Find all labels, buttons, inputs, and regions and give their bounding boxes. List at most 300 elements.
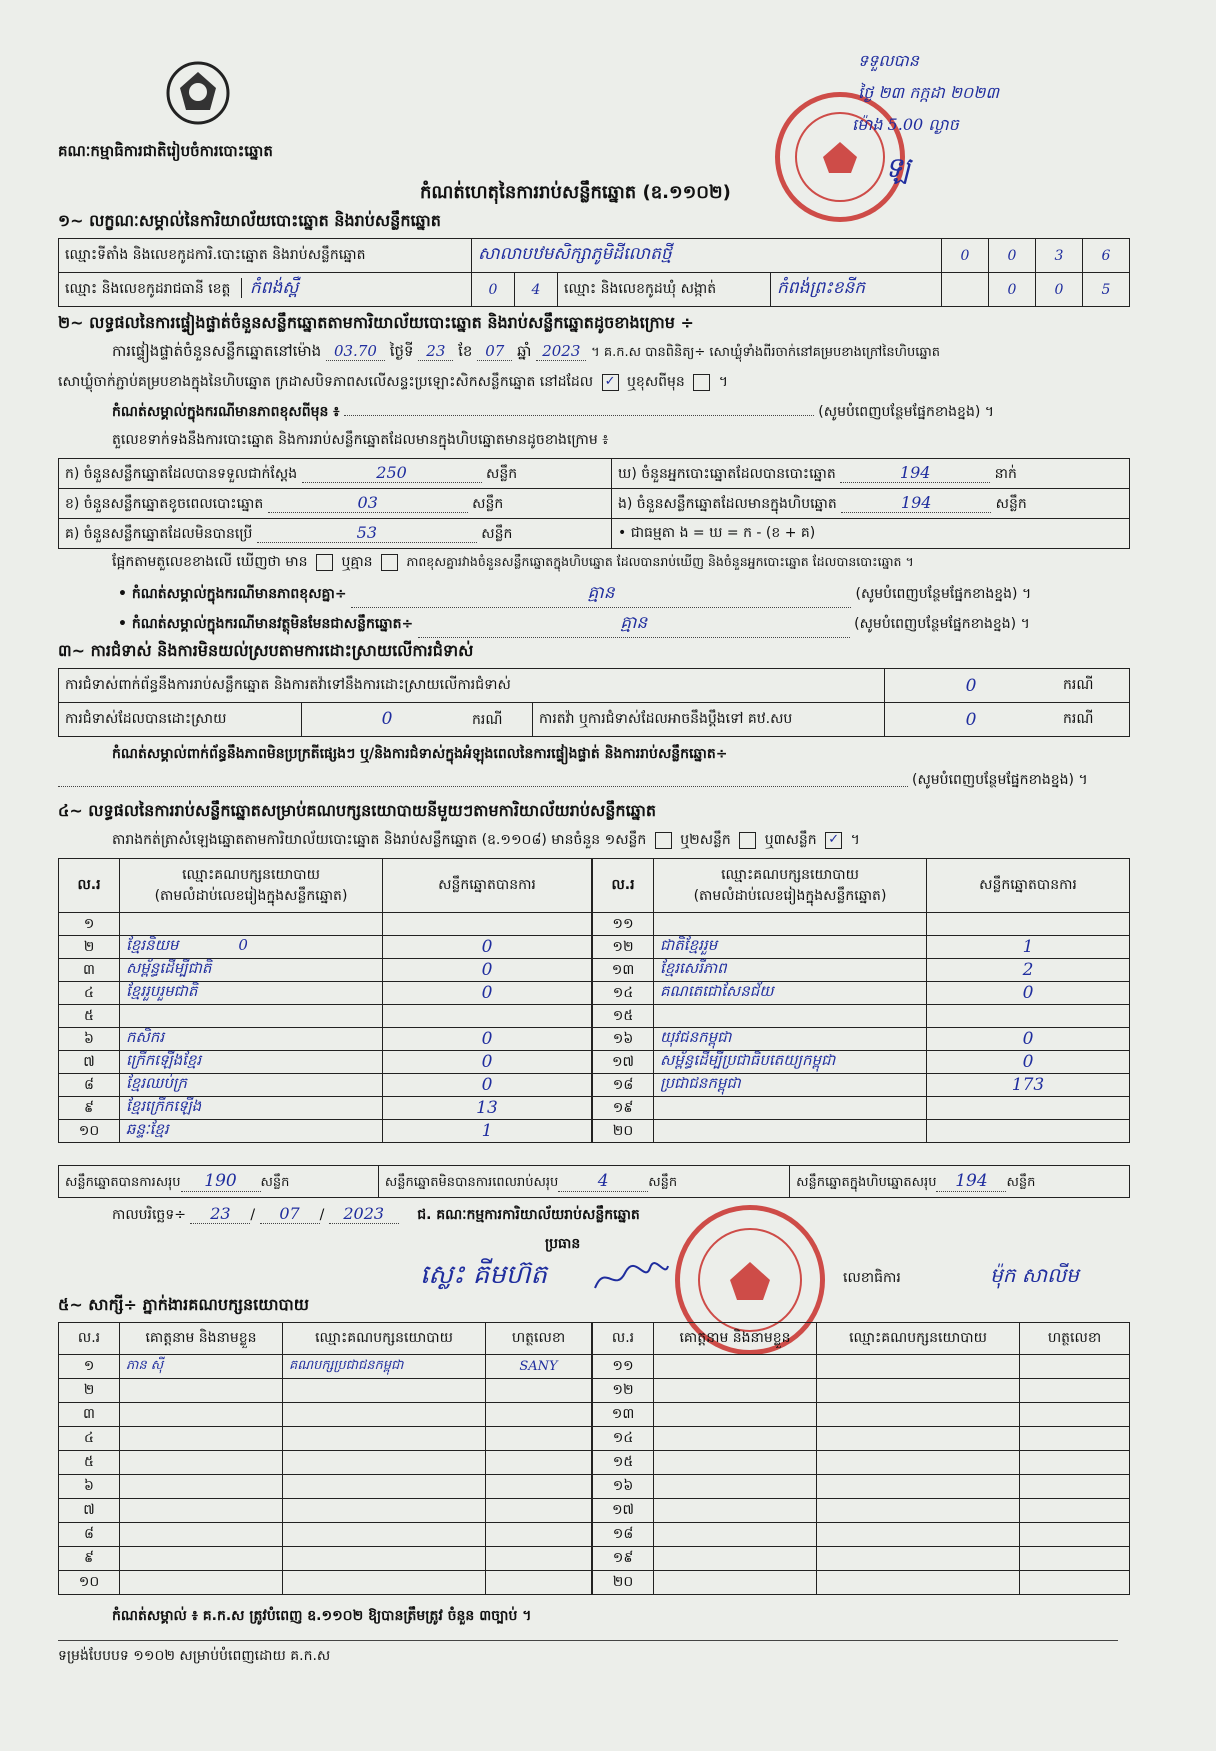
witness-row-sign[interactable] bbox=[486, 1499, 592, 1523]
party-row-votes: 1 bbox=[927, 936, 1130, 959]
party-row-name bbox=[654, 959, 927, 982]
witness-row-sign[interactable] bbox=[486, 1451, 592, 1475]
section3-heading: ៣~ ការជំទាស់ និងការមិនយល់ស្របតាមការដោះស្រាយលើការជំទាស់ bbox=[58, 641, 474, 660]
province-code-2: 4 bbox=[515, 273, 558, 307]
party-row-name bbox=[120, 936, 383, 959]
party-row-no: ២០ bbox=[593, 1120, 654, 1143]
discrepancy-note-value: គ្មាន bbox=[351, 582, 851, 608]
party-row-name bbox=[654, 1005, 927, 1028]
witness-row-party[interactable] bbox=[283, 1427, 486, 1451]
objections-table bbox=[58, 668, 1130, 737]
witness-left-rows bbox=[59, 1355, 592, 1595]
figure-a-unit: សន្លឹក bbox=[486, 465, 518, 482]
party-row-votes bbox=[927, 1097, 1130, 1120]
witness-row-party[interactable] bbox=[817, 1427, 1020, 1451]
witness-row-name[interactable] bbox=[654, 1547, 817, 1571]
date-year: 2023 bbox=[329, 1204, 399, 1224]
party-extra-mark: 0 bbox=[238, 936, 248, 954]
party-row bbox=[593, 1097, 1130, 1120]
witness-row-party[interactable] bbox=[283, 1379, 486, 1403]
witness-row-sign[interactable] bbox=[486, 1403, 592, 1427]
party-row-votes bbox=[383, 1005, 592, 1028]
witness-right-col-name: គោត្តនាម និងនាមខ្លួន bbox=[654, 1323, 817, 1355]
left-col-party-sub: (តាមលំដាប់លេខរៀងក្នុងសន្លឹកឆ្នោត) bbox=[154, 887, 348, 904]
difference-note-dots bbox=[344, 415, 814, 416]
party-row-votes bbox=[927, 913, 1130, 936]
total-valid-cell bbox=[59, 1166, 379, 1198]
party-row-votes: 0 bbox=[383, 959, 592, 982]
witness-row bbox=[59, 1523, 592, 1547]
witness-row-sign[interactable] bbox=[1020, 1379, 1130, 1403]
difference-line-c: ភាពខុសគ្នារវាងចំនួនសន្លឹកឆ្នោតក្នុងហិបឆ្នោត ដែលបានរាប់ឃើញ និងចំនួនអ្នកបោះឆ្នោត ដែលបានបោះឆ្នោត ។ bbox=[406, 554, 914, 569]
party-name: ក្រើកឡើងខ្មែរ bbox=[126, 1051, 202, 1069]
figure-d-unit: នាក់ bbox=[994, 465, 1017, 482]
party-row-no: ១ bbox=[59, 913, 120, 936]
right-col-party bbox=[654, 859, 927, 913]
party-name: សម្ព័ន្ធដើម្បីជាតិ bbox=[126, 959, 212, 977]
witness-row-sign[interactable] bbox=[486, 1475, 592, 1499]
figure-b-value: 03 bbox=[268, 493, 468, 513]
witness-row-no: ១ bbox=[59, 1355, 120, 1379]
witness-row-name[interactable] bbox=[654, 1355, 817, 1379]
objection-resolved-number: 0 bbox=[381, 708, 393, 729]
has-difference-checkbox[interactable] bbox=[316, 554, 333, 571]
witness-row-name[interactable] bbox=[654, 1499, 817, 1523]
witness-row-no: ១១ bbox=[593, 1355, 654, 1379]
form-title: កំណត់ហេតុនៃការរាប់សន្លឹកឆ្នោត (ឧ.១១០២) bbox=[420, 182, 731, 203]
witness-row bbox=[593, 1427, 1130, 1451]
party-row-name bbox=[654, 936, 927, 959]
party-row bbox=[593, 1028, 1130, 1051]
left-col-party-title: ឈ្មោះគណបក្សនយោបាយ bbox=[182, 866, 320, 883]
irregularity-note: កំណត់សម្គាល់ពាក់ព័ន្ធនឹងភាពមិនប្រក្រតីផ្សេងៗ ឬ/និងការជំទាស់ក្នុងអំឡុងពេលនៃការផ្ទៀងផ្ទាត់ និងការរាប់សន្លឹកឆ្នោត÷ bbox=[112, 746, 728, 762]
party-name: ខ្មែរសេរីភាព bbox=[660, 959, 727, 977]
party-row-name bbox=[654, 1051, 927, 1074]
org-name: គណៈកម្មាធិការជាតិរៀបចំការបោះឆ្នោត bbox=[58, 142, 273, 160]
party-row bbox=[593, 982, 1130, 1005]
verify-text-b: ថ្ងៃទី bbox=[389, 342, 414, 360]
party-row bbox=[593, 959, 1130, 982]
witness-row-party[interactable] bbox=[283, 1547, 486, 1571]
commune-code-3: 5 bbox=[1083, 273, 1130, 307]
verify-text-c: ខែ bbox=[458, 342, 473, 360]
party-row-votes: 0 bbox=[383, 982, 592, 1005]
party-name: ខ្មែររួបរួមជាតិ bbox=[126, 982, 198, 1000]
witness-row-name[interactable] bbox=[654, 1571, 817, 1595]
witness-row bbox=[593, 1499, 1130, 1523]
party-row bbox=[59, 959, 592, 982]
witness-table-right bbox=[592, 1322, 1130, 1595]
footer-text: ទម្រង់បែបបទ ១១០២ សម្រាប់បំពេញដោយ គ.ក.ស bbox=[58, 1648, 331, 1664]
objection-appeal-value: 0 bbox=[885, 703, 1058, 737]
tally-intro bbox=[112, 830, 860, 851]
verify-line-1 bbox=[112, 342, 940, 364]
witness-row bbox=[593, 1523, 1130, 1547]
province-cell bbox=[59, 273, 472, 307]
witness-row-no: ៤ bbox=[59, 1427, 120, 1451]
witness-row-sign[interactable] bbox=[1020, 1451, 1130, 1475]
witness-row-no: ១៥ bbox=[593, 1451, 654, 1475]
figure-e-value: 194 bbox=[841, 493, 991, 513]
total-invalid-unit: សន្លឹក bbox=[648, 1174, 678, 1190]
witness-row-no: ៣ bbox=[59, 1403, 120, 1427]
witness-row bbox=[59, 1475, 592, 1499]
figure-d-label: ឃ) ចំនួនអ្នកបោះឆ្នោតដែលបានបោះឆ្នោត bbox=[618, 465, 836, 482]
figure-e-cell bbox=[612, 489, 1130, 519]
sign-org: ជ. គណៈកម្មការការិយាល័យរាប់សន្លឹកឆ្នោត bbox=[417, 1207, 640, 1223]
sign-date-line bbox=[112, 1204, 640, 1226]
witness-left-col-party: ឈ្មោះគណបក្សនយោបាយ bbox=[283, 1323, 486, 1355]
difference-line-a: ផ្អែកតាមតួលេខខាងលើ ឃើញថា មាន bbox=[112, 554, 308, 570]
witness-row-party[interactable] bbox=[817, 1451, 1020, 1475]
right-col-votes: សន្លឹកឆ្នោតបានការ bbox=[927, 859, 1130, 913]
figure-a-value: 250 bbox=[302, 463, 482, 483]
party-name: ប្រជាជនកម្ពុជា bbox=[660, 1074, 741, 1092]
party-row-votes: 13 bbox=[383, 1097, 592, 1120]
party-row-votes: 0 bbox=[383, 1074, 592, 1097]
party-row bbox=[59, 1074, 592, 1097]
figure-a-cell bbox=[59, 459, 612, 489]
verify-line2-c: ។ bbox=[718, 374, 728, 390]
discrepancy-note-label: • កំណត់សម្គាល់ក្នុងករណីមានភាពខុសគ្នា÷ bbox=[118, 586, 347, 602]
receipt-sign: ឡ bbox=[885, 151, 911, 184]
witness-row-no: ១០ bbox=[59, 1571, 120, 1595]
difference-line bbox=[112, 552, 914, 573]
witness-row-name[interactable]: ភាន ស៊ី bbox=[120, 1355, 283, 1379]
witness-row-name[interactable] bbox=[120, 1499, 283, 1523]
left-col-no: ល.រ bbox=[59, 859, 120, 913]
ballot-figures-table bbox=[58, 458, 1130, 549]
witness-row-name[interactable] bbox=[654, 1523, 817, 1547]
party-row bbox=[59, 1051, 592, 1074]
discrepancy-note bbox=[118, 582, 1031, 608]
witness-row-name[interactable] bbox=[654, 1451, 817, 1475]
figures-row-3 bbox=[59, 519, 1130, 549]
chair-name: ស្លេះ គីមហ៊ត bbox=[420, 1260, 547, 1290]
witness-row bbox=[59, 1403, 592, 1427]
witness-row bbox=[593, 1475, 1130, 1499]
party-row-name bbox=[120, 982, 383, 1005]
figures-intro: តួលេខទាក់ទងនឹងការបោះឆ្នោត និងការរាប់សន្លឹកឆ្នោតដែលមានក្នុងហិបឆ្នោតមានដូចខាងក្រោម ៖ bbox=[112, 432, 609, 448]
witness-row bbox=[593, 1403, 1130, 1427]
party-name: កសិករ bbox=[126, 1028, 165, 1046]
verify-text-e: ។ គ.ក.ស បានពិនិត្យ÷ សោឃ្លុំទាំងពីរចាក់នៅគម្របខាងក្រៅនៃហិបឆ្នោត bbox=[591, 345, 940, 360]
section2-heading: ២~ លទ្ធផលនៃការផ្ទៀងផ្ទាត់ចំនួនសន្លឹកឆ្នោតតាមការិយាល័យបោះឆ្នោត និងរាប់សន្លឹកឆ្នោតដូចខាងក្រោម ÷ bbox=[58, 313, 694, 332]
witness-row-sign[interactable] bbox=[486, 1547, 592, 1571]
party-row-no: ១៤ bbox=[593, 982, 654, 1005]
figure-e-unit: សន្លឹក bbox=[995, 495, 1027, 512]
party-row-no: ៨ bbox=[59, 1074, 120, 1097]
witness-row-name[interactable] bbox=[654, 1427, 817, 1451]
party-row-name bbox=[120, 1074, 383, 1097]
left-col-votes: សន្លឹកឆ្នោតបានការ bbox=[383, 859, 592, 913]
verify-line2-b: ឬខុសពីមុន bbox=[627, 374, 685, 390]
three-sheets-checkbox[interactable]: ✓ bbox=[825, 832, 842, 849]
witness-row-no: ៥ bbox=[59, 1451, 120, 1475]
witness-row-name[interactable] bbox=[654, 1403, 817, 1427]
party-row-name bbox=[654, 1028, 927, 1051]
chair-label: ប្រធាន bbox=[545, 1236, 581, 1252]
irregularity-dots bbox=[58, 772, 908, 787]
figure-c-value: 53 bbox=[257, 523, 477, 543]
objection-total-label: ការជំទាស់ពាក់ព័ន្ធនឹងការរាប់សន្លឹកឆ្នោត និងការតវ៉ាទៅនឹងការដោះស្រាយលើការជំទាស់ bbox=[59, 669, 885, 703]
figure-c-cell bbox=[59, 519, 612, 549]
witness-row-party[interactable] bbox=[283, 1451, 486, 1475]
two-sheets-checkbox[interactable] bbox=[739, 832, 756, 849]
witness-row-sign[interactable] bbox=[1020, 1403, 1130, 1427]
party-row bbox=[59, 1028, 592, 1051]
witness-row-party[interactable] bbox=[817, 1571, 1020, 1595]
verify-month: 07 bbox=[477, 342, 512, 361]
witness-row-party[interactable] bbox=[817, 1379, 1020, 1403]
right-party-rows bbox=[593, 913, 1130, 1143]
party-row-votes: 0 bbox=[383, 936, 592, 959]
verify-line2-text: សោឃ្លុំចាក់ភ្ជាប់គម្របខាងក្នុងនៃហិបឆ្នោត ក្រដាសបិទភាពសលើសន្ទះប្រឡោះសិកសន្លឹកឆ្នោត នៅដដែល bbox=[58, 374, 594, 390]
station-code-1: 0 bbox=[942, 239, 989, 273]
party-row bbox=[59, 1120, 592, 1143]
total-box-unit: សន្លឹក bbox=[1006, 1174, 1036, 1190]
tally-intro-end: ។ bbox=[850, 832, 860, 848]
province-label: ឈ្មោះ និងលេខកូដរាជធានី ខេត្ត bbox=[65, 281, 231, 297]
objection-appeal-unit: ករណី bbox=[1057, 703, 1130, 737]
station-code-4: 6 bbox=[1083, 239, 1130, 273]
party-row-name bbox=[120, 959, 383, 982]
party-row-name bbox=[654, 982, 927, 1005]
figure-d-cell bbox=[612, 459, 1130, 489]
witness-row-party[interactable] bbox=[817, 1403, 1020, 1427]
party-name: ជាតិខ្មែររួម bbox=[660, 936, 718, 954]
left-party-rows bbox=[59, 913, 592, 1143]
witness-row-name[interactable] bbox=[654, 1379, 817, 1403]
witness-row-name[interactable] bbox=[120, 1427, 283, 1451]
witness-row-no: ១៧ bbox=[593, 1499, 654, 1523]
party-row-votes: 0 bbox=[927, 1051, 1130, 1074]
figures-row-1 bbox=[59, 459, 1130, 489]
witness-row bbox=[59, 1547, 592, 1571]
party-row-no: ១២ bbox=[593, 936, 654, 959]
party-row-name bbox=[120, 1005, 383, 1028]
witness-row-name[interactable] bbox=[120, 1523, 283, 1547]
party-row-name bbox=[120, 1120, 383, 1143]
witness-row-party[interactable] bbox=[283, 1523, 486, 1547]
objection-resolved-label: ការជំទាស់ដែលបានដោះស្រាយ bbox=[59, 703, 302, 737]
party-row-no: ១៥ bbox=[593, 1005, 654, 1028]
party-row-name bbox=[654, 1097, 927, 1120]
total-valid-value: 190 bbox=[181, 1171, 261, 1192]
witness-row-party[interactable] bbox=[283, 1571, 486, 1595]
party-row-votes bbox=[927, 1120, 1130, 1143]
witness-row-sign[interactable] bbox=[486, 1571, 592, 1595]
commune-code-empty bbox=[942, 273, 989, 307]
same-checkbox[interactable]: ✓ bbox=[602, 374, 619, 391]
witness-row-name[interactable] bbox=[120, 1403, 283, 1427]
party-row bbox=[593, 1005, 1130, 1028]
one-sheet-checkbox[interactable] bbox=[655, 832, 672, 849]
witness-row bbox=[593, 1355, 1130, 1379]
date-sep-1: / bbox=[250, 1207, 256, 1223]
party-row bbox=[593, 1120, 1130, 1143]
foreign-object-fill: (សូមបំពេញបន្ថែមផ្នែកខាងខ្នង) ។ bbox=[854, 616, 1030, 632]
party-row-name bbox=[120, 1051, 383, 1074]
party-name: ឆន្ទៈខ្មែរ bbox=[126, 1120, 169, 1138]
witness-row-party[interactable] bbox=[283, 1499, 486, 1523]
party-row bbox=[59, 1097, 592, 1120]
figure-d-value: 194 bbox=[840, 463, 990, 483]
witness-row-party[interactable] bbox=[817, 1475, 1020, 1499]
verify-year: 2023 bbox=[536, 342, 586, 361]
witness-row-sign[interactable] bbox=[486, 1379, 592, 1403]
objection-resolved-value bbox=[302, 703, 533, 737]
witness-row-sign[interactable] bbox=[1020, 1499, 1130, 1523]
witness-row-sign[interactable] bbox=[1020, 1355, 1130, 1379]
chair-signature bbox=[590, 1258, 670, 1298]
verify-text-a: ការផ្ទៀងផ្ទាត់ចំនួនសន្លឹកឆ្នោតនៅម៉ោង bbox=[112, 342, 322, 360]
party-row bbox=[593, 913, 1130, 936]
party-row bbox=[59, 936, 592, 959]
date-day: 23 bbox=[190, 1204, 250, 1224]
party-row bbox=[59, 1005, 592, 1028]
witness-row bbox=[59, 1451, 592, 1475]
receipt-note-3: ម៉ោង 5.00 ល្ងាច bbox=[852, 115, 959, 134]
witness-row-party[interactable] bbox=[283, 1403, 486, 1427]
objection-appeal-label: ការតវ៉ា ឬការជំទាស់ដែលអាចនឹងប្តឹងទៅ គឋ.សប bbox=[533, 703, 885, 737]
witness-row-no: ១៦ bbox=[593, 1475, 654, 1499]
witness-row-name[interactable] bbox=[120, 1379, 283, 1403]
foreign-object-note bbox=[118, 612, 1030, 638]
difference-note bbox=[112, 402, 994, 423]
secretary-name: ម៉ុក សាលីម bbox=[990, 1263, 1079, 1287]
party-row-no: ១៩ bbox=[593, 1097, 654, 1120]
witness-row-name[interactable] bbox=[120, 1451, 283, 1475]
witness-row-sign[interactable]: SANY bbox=[486, 1355, 592, 1379]
tally-intro-c: ឬ៣សន្លឹក bbox=[764, 832, 817, 848]
station-code-2: 0 bbox=[989, 239, 1036, 273]
witness-row-sign[interactable] bbox=[486, 1427, 592, 1451]
party-row-votes: 2 bbox=[927, 959, 1130, 982]
total-invalid-label: សន្លឹកឆ្នោតមិនបានការពេលរាប់សរុប bbox=[384, 1174, 559, 1190]
witness-row-sign[interactable] bbox=[1020, 1475, 1130, 1499]
station-label: ឈ្មោះទីតាំង និងលេខកូដការិ.បោះឆ្នោត និងរាប់សន្លឹកឆ្នោត bbox=[59, 239, 472, 273]
witness-row-name[interactable] bbox=[120, 1547, 283, 1571]
party-row-no: ៥ bbox=[59, 1005, 120, 1028]
party-row-name bbox=[654, 913, 927, 936]
witness-row-sign[interactable] bbox=[1020, 1571, 1130, 1595]
witness-row-party[interactable] bbox=[817, 1523, 1020, 1547]
witness-row bbox=[59, 1379, 592, 1403]
witness-row-name[interactable] bbox=[120, 1571, 283, 1595]
witness-row-party[interactable] bbox=[817, 1355, 1020, 1379]
witness-left-col-no: ល.រ bbox=[59, 1323, 120, 1355]
figure-b-unit: សន្លឹក bbox=[472, 495, 504, 512]
party-name: សម្ព័ន្ធដើម្បីប្រជាធិបតេយ្យកម្ពុជា bbox=[660, 1051, 836, 1069]
party-row-name bbox=[654, 1074, 927, 1097]
discrepancy-note-fill: (សូមបំពេញបន្ថែមផ្នែកខាងខ្នង) ។ bbox=[855, 586, 1032, 602]
party-name: ខ្មែរនិយម bbox=[126, 936, 179, 954]
party-row-no: ១១ bbox=[593, 913, 654, 936]
witness-row-party[interactable] bbox=[817, 1547, 1020, 1571]
witness-right-col-no: ល.រ bbox=[593, 1323, 654, 1355]
total-box-label: សន្លឹកឆ្នោតក្នុងហិបឆ្នោតសរុប bbox=[796, 1174, 937, 1190]
witness-row-no: ១៤ bbox=[593, 1427, 654, 1451]
objection-total-value: 0 bbox=[885, 669, 1058, 703]
witness-right-rows bbox=[593, 1355, 1130, 1595]
right-col-no: ល.រ bbox=[593, 859, 654, 913]
witness-row-sign[interactable] bbox=[1020, 1427, 1130, 1451]
party-row-name bbox=[654, 1120, 927, 1143]
witness-footnote: កំណត់សម្គាល់ ៖ គ.ក.ស ត្រូវបំពេញ ឧ.១១០២ ឱ្យបានត្រឹមត្រូវ ចំនួន ៣ច្បាប់ ។ bbox=[112, 1608, 532, 1624]
section5-heading: ៥~ សាក្សី÷ ភ្នាក់ងារគណបក្សនយោបាយ bbox=[58, 1295, 309, 1314]
party-row-no: ៩ bbox=[59, 1097, 120, 1120]
foreign-object-label: • កំណត់សម្គាល់ក្នុងករណីមានវត្ថុមិនមែនជាសន្លឹកឆ្នោត÷ bbox=[118, 616, 414, 632]
party-row-votes: 173 bbox=[927, 1074, 1130, 1097]
date-month: 07 bbox=[260, 1204, 320, 1224]
party-row bbox=[593, 1051, 1130, 1074]
party-row-votes: 1 bbox=[383, 1120, 592, 1143]
witness-row-sign[interactable] bbox=[1020, 1523, 1130, 1547]
receipt-note-2: ថ្ងៃ ២៣ កក្កដា ២០២៣ bbox=[858, 83, 1000, 102]
party-row-votes: 0 bbox=[927, 1028, 1130, 1051]
witness-row-name[interactable] bbox=[654, 1475, 817, 1499]
objection-resolved-unit: ករណី bbox=[472, 711, 503, 728]
witness-row-sign[interactable] bbox=[486, 1523, 592, 1547]
verify-text-d: ឆ្នាំ bbox=[517, 342, 532, 360]
verify-time: 03.70 bbox=[326, 342, 385, 361]
difference-note-label: កំណត់សម្គាល់ក្នុងករណីមានភាពខុសពីមុន ៖ bbox=[112, 404, 340, 420]
witness-row-party[interactable] bbox=[817, 1499, 1020, 1523]
footer-divider bbox=[58, 1640, 1118, 1641]
party-row-no: ៧ bbox=[59, 1051, 120, 1074]
witness-row-no: ១២ bbox=[593, 1379, 654, 1403]
figures-row-2 bbox=[59, 489, 1130, 519]
witness-row bbox=[59, 1427, 592, 1451]
commune-label: ឈ្មោះ និងលេខកូដឃុំ សង្កាត់ bbox=[558, 273, 771, 307]
party-row-no: ៣ bbox=[59, 959, 120, 982]
no-difference-checkbox[interactable] bbox=[381, 554, 398, 571]
witness-left-col-name: គោត្តនាម និងនាមខ្លួន bbox=[120, 1323, 283, 1355]
witness-row-no: ២០ bbox=[593, 1571, 654, 1595]
secretary-label: លេខាធិការ bbox=[843, 1270, 901, 1286]
party-row-name bbox=[120, 1028, 383, 1051]
witness-row-sign[interactable] bbox=[1020, 1547, 1130, 1571]
party-row-votes bbox=[383, 913, 592, 936]
tally-intro-b: ឬ២សន្លឹក bbox=[680, 832, 731, 848]
witness-row bbox=[593, 1547, 1130, 1571]
right-col-party-title: ឈ្មោះគណបក្សនយោបាយ bbox=[721, 866, 859, 883]
verify-day: 23 bbox=[418, 342, 453, 361]
witness-row-party[interactable]: គណបក្សប្រជាជនកម្ពុជា bbox=[283, 1355, 486, 1379]
witness-table-left bbox=[58, 1322, 592, 1595]
total-invalid-value: 4 bbox=[558, 1171, 648, 1192]
nec-logo bbox=[158, 58, 238, 128]
witness-row-no: ១៣ bbox=[593, 1403, 654, 1427]
total-box-value: 194 bbox=[936, 1171, 1006, 1192]
left-col-party bbox=[120, 859, 383, 913]
difference-line-b: ឬគ្មាន bbox=[341, 554, 373, 570]
station-value: សាលាបឋមសិក្សាភូមិដីលោតថ្មី bbox=[472, 239, 942, 273]
witness-row-name[interactable] bbox=[120, 1475, 283, 1499]
figure-e-label: ង) ចំនួនសន្លឹកឆ្នោតដែលមានក្នុងហិបឆ្នោត bbox=[618, 495, 837, 512]
province-value: កំពង់ស្ពឺ bbox=[241, 278, 299, 298]
station-code-3: 3 bbox=[1036, 239, 1083, 273]
different-checkbox[interactable] bbox=[693, 374, 710, 391]
province-code-1: 0 bbox=[472, 273, 515, 307]
totals-table bbox=[58, 1165, 1130, 1198]
irregularity-fill: (សូមបំពេញបន្ថែមផ្នែកខាងខ្នង) ។ bbox=[912, 772, 1088, 788]
section4-heading: ៤~ លទ្ធផលនៃការរាប់សន្លឹកឆ្នោតសម្រាប់គណបក្សនយោបាយនីមួយៗតាមការិយាល័យរាប់សន្លឹកឆ្នោត bbox=[58, 801, 657, 820]
objection-total-unit: ករណី bbox=[1057, 669, 1130, 703]
witness-row-party[interactable] bbox=[283, 1475, 486, 1499]
party-row-name bbox=[120, 1097, 383, 1120]
